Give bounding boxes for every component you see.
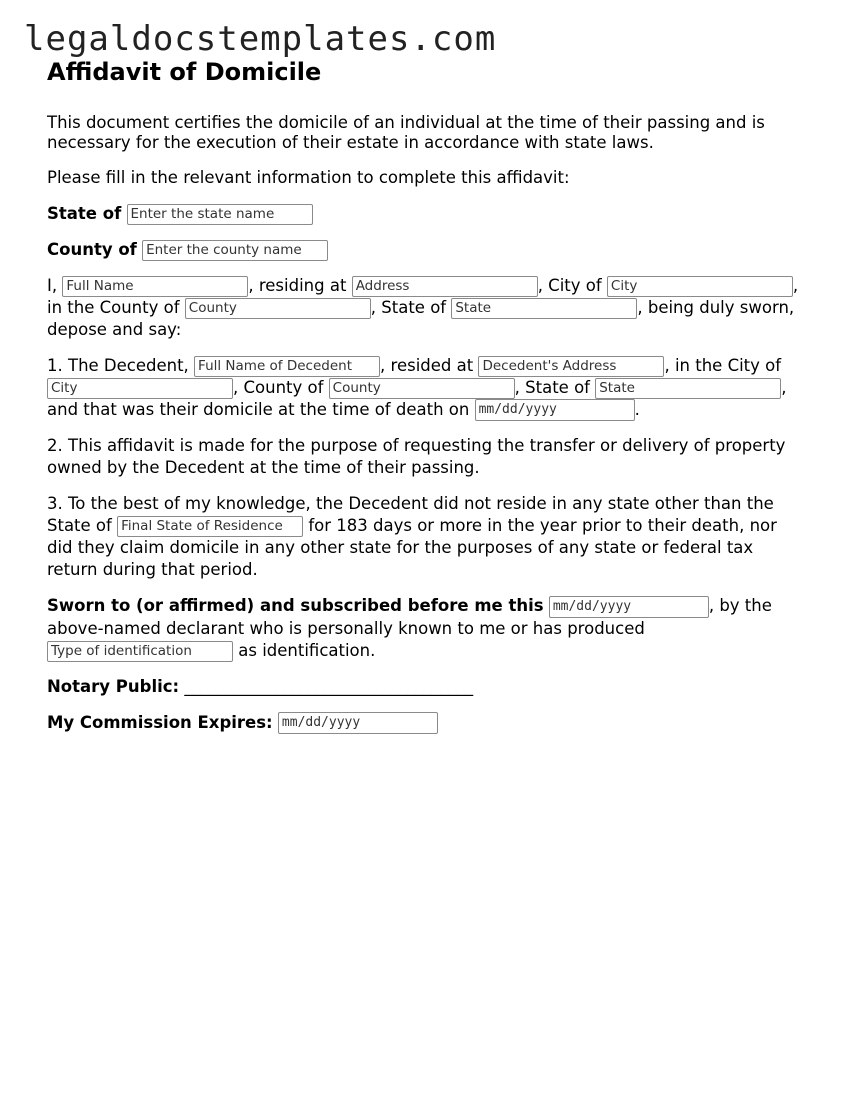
- item-1-text: , County of: [233, 377, 324, 397]
- item-1-text: 1. The Decedent,: [47, 355, 189, 375]
- affiant-county-input[interactable]: County: [185, 298, 371, 319]
- affiant-text: , residing at: [248, 275, 347, 295]
- item-1-text: , State of: [514, 377, 590, 397]
- decedent-state-input[interactable]: State: [595, 378, 781, 399]
- item-1-text: .: [634, 399, 640, 419]
- sworn-paragraph: [47, 595, 807, 662]
- intro-paragraph: This document certifies the domicile of an individual at the time of their passing and is necessary for the execution of their estate in accordance with state laws.: [47, 112, 765, 152]
- item-1-text: , resided at: [380, 355, 474, 375]
- sworn-text: , by the above-named declarant who is personally known to me or has produced: [47, 596, 772, 638]
- state-of-input[interactable]: Enter the state name: [127, 204, 313, 225]
- watermark-logo: legaldocstemplates.com: [24, 19, 497, 59]
- instruction-text: Please fill in the relevant information to complete this affidavit:: [47, 167, 570, 187]
- identification-input[interactable]: Type of identification: [47, 641, 233, 662]
- affiant-state-input[interactable]: State: [451, 298, 637, 319]
- sworn-date-input[interactable]: mm/dd/yyyy: [549, 596, 709, 618]
- notary-row: [47, 676, 807, 698]
- affiant-text: I,: [47, 275, 58, 295]
- affidavit-document: [47, 58, 807, 748]
- affiant-address-input[interactable]: Address: [352, 276, 538, 297]
- affiant-city-input[interactable]: City: [607, 276, 793, 297]
- county-of-label: County of: [47, 239, 137, 259]
- decedent-city-input[interactable]: City: [47, 378, 233, 399]
- decedent-county-input[interactable]: County: [329, 378, 515, 399]
- death-date-input[interactable]: mm/dd/yyyy: [475, 399, 635, 421]
- affiant-paragraph: [47, 275, 807, 341]
- affiant-text: , State of: [370, 297, 447, 317]
- sworn-text: as identification.: [238, 640, 376, 660]
- item-1-text: and that was their domicile at the time of death on: [47, 399, 470, 419]
- commission-row: [47, 712, 807, 735]
- item-3-text: for 183 days or more in the year prior to their death, nor did they claim domicile in any other state for the purposes of any state or federal tax return during that period.: [47, 516, 777, 580]
- decedent-address-input[interactable]: Decedent's Address: [478, 356, 664, 377]
- notary-signature-line: ___________________________________: [184, 676, 474, 696]
- affiant-text: , being duly sworn, depose and say:: [47, 297, 795, 339]
- final-state-input[interactable]: Final State of Residence: [117, 516, 303, 537]
- item-3-text: 3. To the best of my knowledge, the Decedent did not reside in any state other than the State of: [47, 494, 774, 536]
- affiant-text: ,: [792, 275, 799, 295]
- decedent-name-input[interactable]: Full Name of Decedent: [194, 356, 380, 377]
- county-of-input[interactable]: Enter the county name: [142, 240, 328, 261]
- state-of-row: [47, 203, 807, 225]
- affiant-text: , City of: [537, 275, 602, 295]
- sworn-label: Sworn to (or affirmed) and subscribed before me this: [47, 596, 544, 616]
- commission-date-input[interactable]: mm/dd/yyyy: [278, 712, 438, 734]
- affiant-text: in the County of: [47, 297, 180, 317]
- document-title: Affidavit of Domicile: [47, 58, 322, 86]
- notary-label: Notary Public:: [47, 676, 180, 696]
- item-1-text: , in the City of: [664, 355, 782, 375]
- item-1-paragraph: [47, 355, 807, 422]
- commission-label: My Commission Expires:: [47, 712, 273, 732]
- item-3-paragraph: [47, 493, 807, 581]
- affiant-name-input[interactable]: Full Name: [62, 276, 248, 297]
- county-of-row: [47, 239, 807, 261]
- item-2-paragraph: 2. This affidavit is made for the purpose of requesting the transfer or delivery of property owned by the Decedent at the time of their passing.: [47, 436, 786, 478]
- state-of-label: State of: [47, 203, 122, 223]
- item-1-text: ,: [781, 377, 787, 397]
